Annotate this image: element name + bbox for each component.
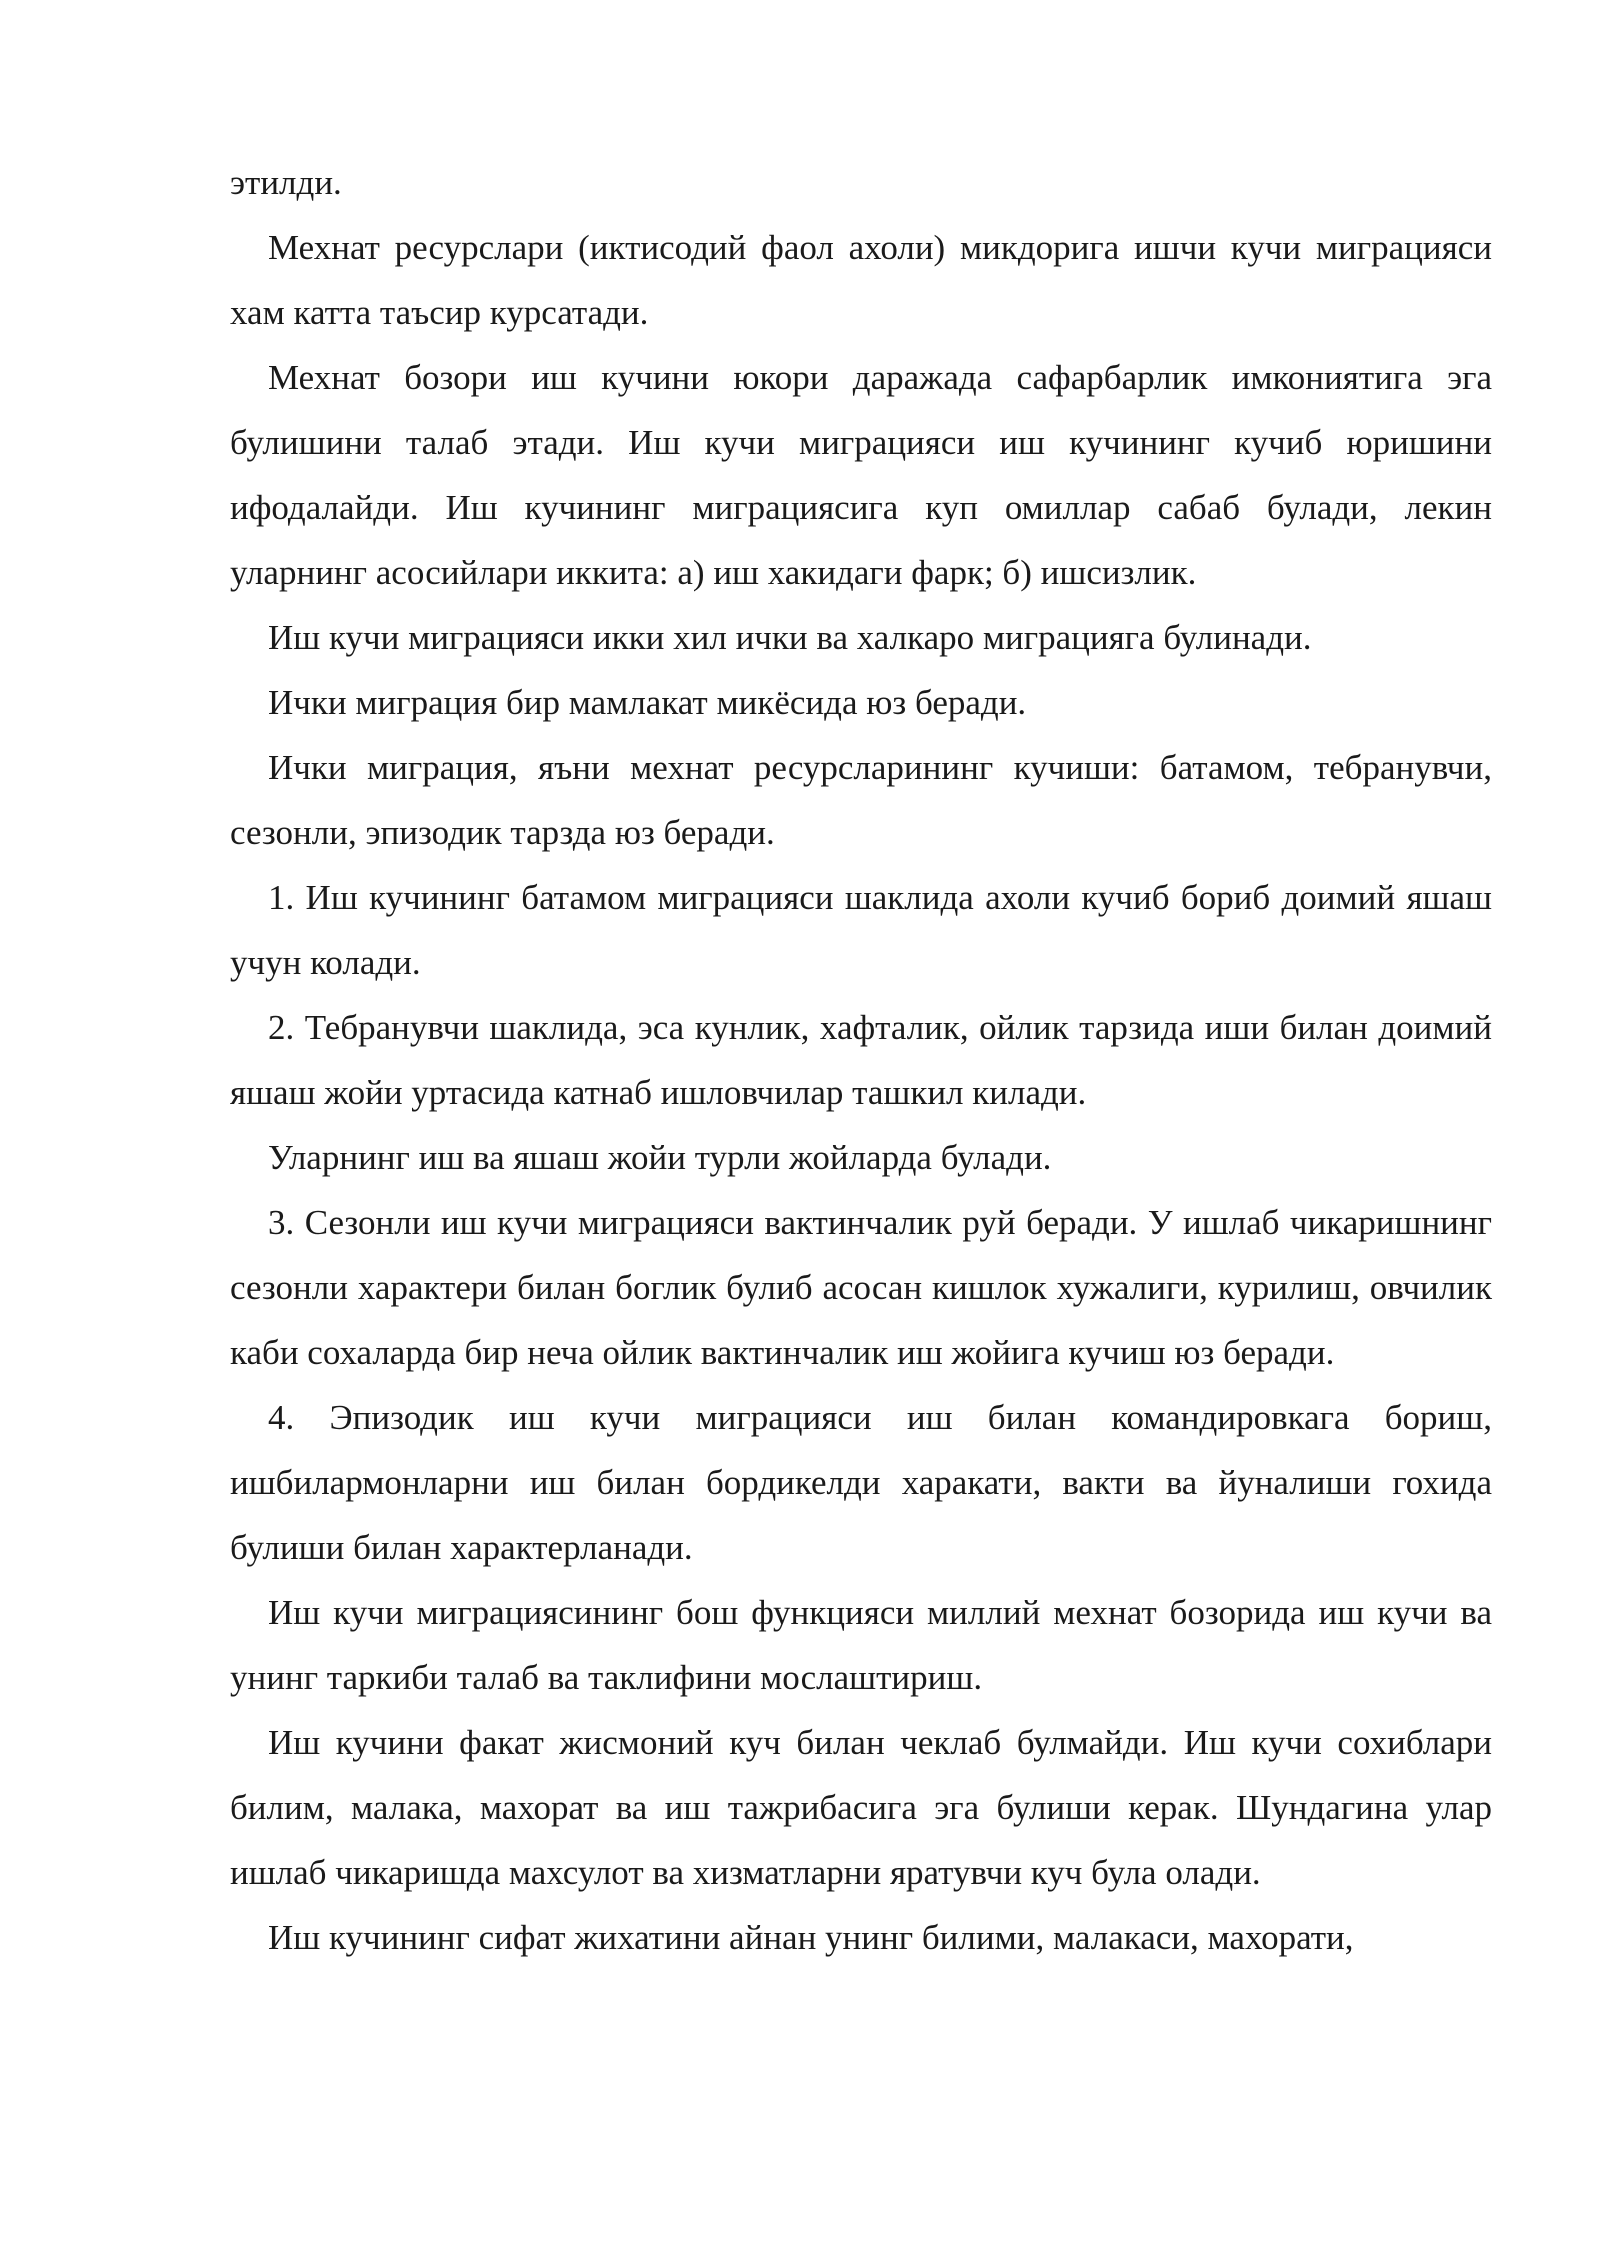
list-item-4: 4. Эпизодик иш кучи миграцияси иш билан командировкага бориш, ишбилармонларни иш билан бордикелди харакати, вакти ва йуналиши гохида булиши билан характерланади. <box>230 1398 1492 1567</box>
paragraph: Мехнат ресурслари (иктисодий фаол ахоли) микдорига ишчи кучи миграцияси хам катта таъсир курсатади. <box>230 228 1492 332</box>
list-item-3: 3. Сезонли иш кучи миграцияси вактинчалик руй беради. У ишлаб чикаришнинг сезонли характери билан боглик булиб асосан кишлок хужалиги, курилиш, овчилик каби сохаларда бир неча ойлик вактинчалик иш жойига кучиш юз беради. <box>230 1203 1492 1372</box>
list-item-1: 1. Иш кучининг батамом миграцияси шаклида ахоли кучиб бориб доимий яшаш учун колади. <box>230 878 1492 982</box>
paragraph: Уларнинг иш ва яшаш жойи турли жойларда булади. <box>268 1138 1052 1177</box>
paragraph: Иш кучи миграцияси икки хил ички ва халкаро миграцияга булинади. <box>268 618 1312 657</box>
document-page <box>230 150 1492 1970</box>
paragraph: Иш кучи миграциясининг бош функцияси миллий мехнат бозорида иш кучи ва унинг таркиби талаб ва таклифини мослаштириш. <box>230 1593 1492 1697</box>
paragraph: Мехнат бозори иш кучини юкори даражада сафарбарлик имкониятига эга булишини талаб этади. Иш кучи миграцияси иш кучининг кучиб юришини ифодалайди. Иш кучининг миграциясига куп омиллар сабаб булади, лекин уларнинг асосийлари иккита: а) иш хакидаги фарк; б) ишсизлик. <box>230 358 1492 592</box>
paragraph-continuation: этилди. <box>230 163 342 202</box>
paragraph: Иш кучини факат жисмоний куч билан чеклаб булмайди. Иш кучи сохиблари билим, малака, махорат ва иш тажрибасига эга булиши керак. Шундагина улар ишлаб чикаришда махсулот ва хизматларни яратувчи куч була олади. <box>230 1723 1492 1892</box>
paragraph: Ички миграция, яъни мехнат ресурсларининг кучиши: батамом, тебранувчи, сезонли, эпизодик тарзда юз беради. <box>230 748 1492 852</box>
list-item-2: 2. Тебранувчи шаклида, эса кунлик, хафталик, ойлик тарзида иши билан доимий яшаш жойи уртасида катнаб ишловчилар ташкил килади. <box>230 1008 1492 1112</box>
paragraph: Ички миграция бир мамлакат микёсида юз беради. <box>268 683 1027 722</box>
paragraph-truncated: Иш кучининг сифат жихатини айнан унинг билими, малакаси, махорати, <box>268 1918 1354 1957</box>
